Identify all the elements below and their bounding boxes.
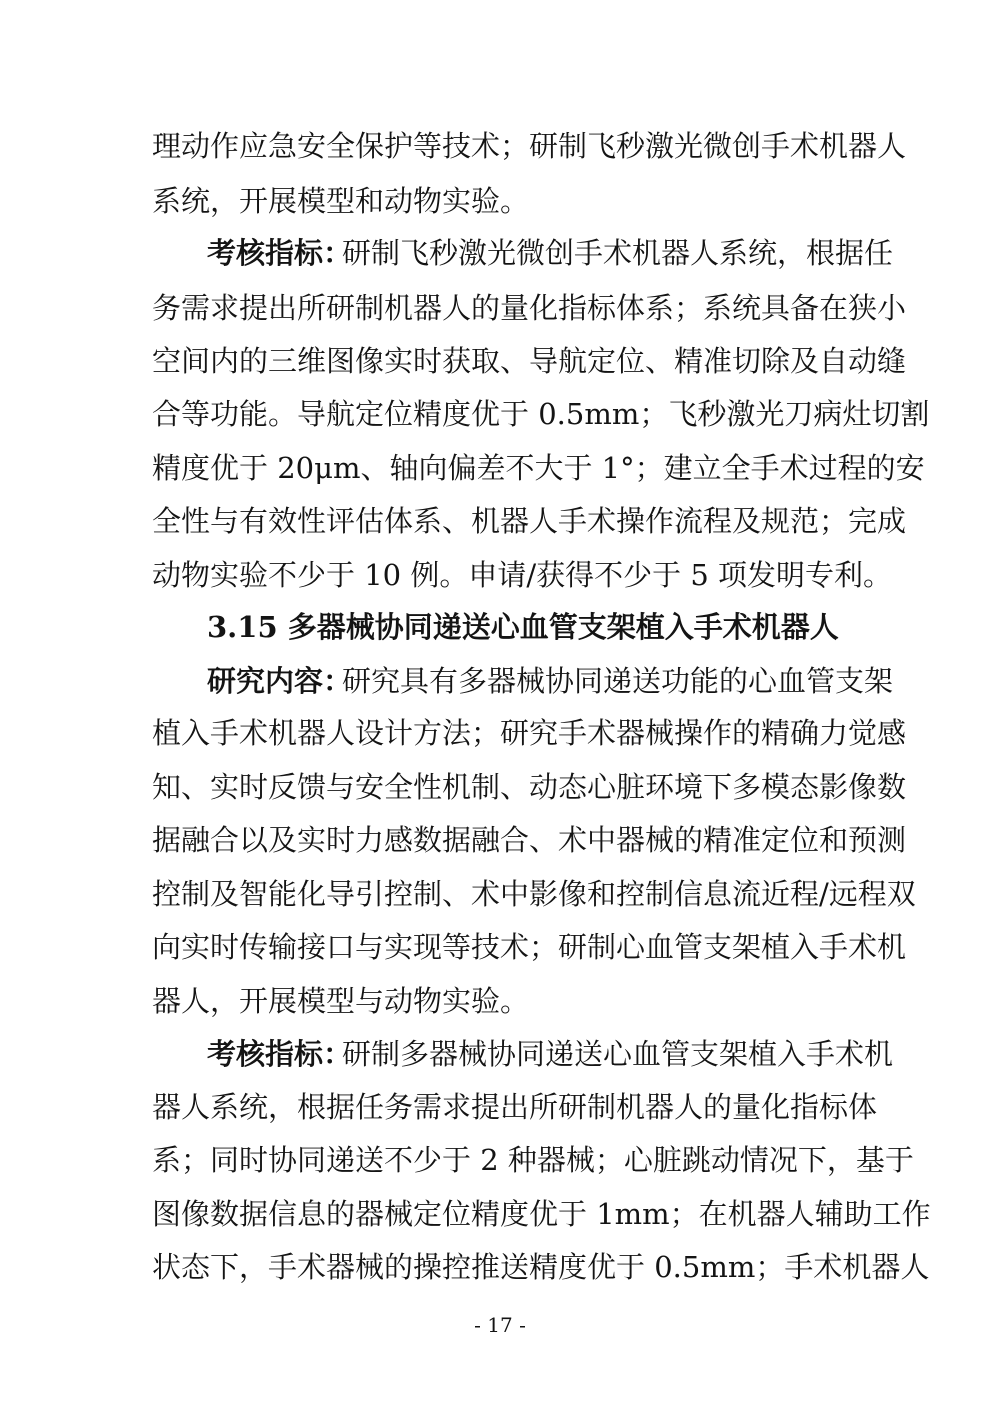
line-text: 精度优于 20μm、轴向偏差不大于 1°；建立全手术过程的安 [152,451,925,485]
line-text: 系统，开展模型和动物实验。 [152,184,530,218]
line-text: 研究具有多器械协同递送功能的心血管支架 [342,664,894,698]
line-text: 空间内的三维图像实时获取、导航定位、精准切除及自动缝 [152,344,907,378]
section-label: 研究内容： [207,664,353,698]
line-text: 器人，开展模型与动物实验。 [152,984,530,1018]
section-label: 考核指标： [207,236,353,270]
section-heading-text: 3.15 多器械协同递送心血管支架植入手术机器人 [207,610,839,644]
line-text: 植入手术机器人设计方法；研究手术器械操作的精确力觉感 [152,716,907,750]
line-text: 合等功能。导航定位精度优于 0.5mm；飞秒激光刀病灶切割 [152,397,930,431]
line-text: 控制及智能化导引控制、术中影像和控制信息流近程/远程双 [152,877,916,911]
line-text: 状态下，手术器械的操控推送精度优于 0.5mm；手术机器人 [152,1250,930,1284]
line-text: 动物实验不少于 10 例。申请/获得不少于 5 项发明专利。 [152,558,892,592]
line-text: 器人系统，根据任务需求提出所研制机器人的量化指标体 [152,1090,878,1124]
line-text: 系；同时协同递送不少于 2 种器械；心脏跳动情况下，基于 [152,1143,914,1177]
line-text: 据融合以及实时力感数据融合、术中器械的精准定位和预测 [152,823,907,857]
line-text: 图像数据信息的器械定位精度优于 1mm；在机器人辅助工作 [152,1197,931,1231]
line-text: 务需求提出所研制机器人的量化指标体系；系统具备在狭小 [152,291,907,325]
line-text: 研制飞秒激光微创手术机器人系统，根据任 [342,236,894,270]
line-text: 研制多器械协同递送心血管支架植入手术机 [342,1037,894,1071]
line-text: 知、实时反馈与安全性机制、动态心脏环境下多模态影像数 [152,770,907,804]
line-text: 全性与有效性评估体系、机器人手术操作流程及规范；完成 [152,504,907,538]
line-text: 理动作应急安全保护等技术；研制飞秒激光微创手术机器人 [152,129,907,163]
line-text: 向实时传输接口与实现等技术；研制心血管支架植入手术机 [152,930,907,964]
section-label: 考核指标： [207,1037,353,1071]
page-number: - 17 - [474,1313,526,1337]
